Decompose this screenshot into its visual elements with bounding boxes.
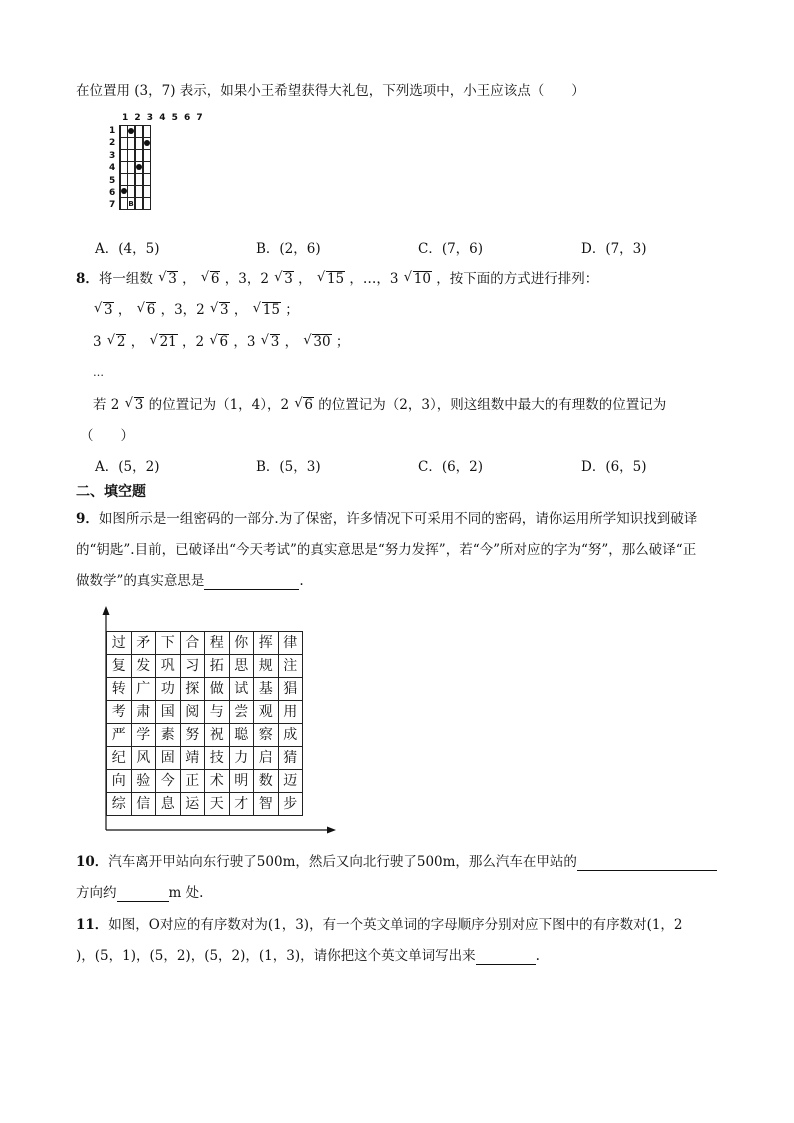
q7-grid-cell (144, 162, 151, 174)
q9-grid-cell: 察 (254, 724, 279, 747)
q7-grid-cell (128, 126, 135, 138)
q11-text1: 如图，O对应的有序数对为(1，3)，有一个英文单词的字母顺序分别对应下图中的有序数对(1，2 (108, 917, 683, 933)
q7-grid-cell (121, 174, 128, 186)
q7-grid-cell (136, 174, 143, 186)
q7-grid-cell (128, 150, 135, 162)
q9-grid-row (107, 655, 303, 678)
q9-grid-cell: 探 (180, 678, 205, 701)
dot-icon (121, 188, 127, 194)
q9-answer-blank[interactable] (204, 575, 299, 590)
q9-grid-cell: 素 (156, 724, 181, 747)
q9-grid-row (107, 724, 303, 747)
q7-grid-cell (128, 174, 135, 186)
q9-grid-cell: 注 (278, 655, 303, 678)
q9-grid-cell: 验 (131, 770, 156, 793)
q7-grid-cell (128, 186, 135, 198)
q9-grid-cell: 启 (254, 747, 279, 770)
q7-grid-cell (144, 198, 151, 210)
q7-grid-cells (119, 125, 151, 210)
q9-grid-cell: 国 (156, 701, 181, 724)
sqrt-3: √ 3 (261, 333, 281, 351)
dot-icon (128, 128, 134, 134)
q9-grid-cell: 挥 (254, 632, 279, 655)
q7-grid-cell (136, 150, 143, 162)
q9-grid-cell: 息 (156, 793, 181, 816)
q9-grid-cell: 天 (205, 793, 230, 816)
q9-grid-cell: 观 (254, 701, 279, 724)
sqrt-6: √ 6 (294, 396, 314, 414)
sqrt-3: √ 3 (158, 270, 178, 288)
q9-grid-cell: 律 (278, 632, 303, 655)
q9-grid-row (107, 793, 303, 816)
q9-grid-cell: 矛 (131, 632, 156, 655)
q8-row-2: 3 √ 2 ， √ 21 ，2 √ 6 ，3 √ 3 ， √ 30 ； (93, 333, 349, 351)
q9-grid-cell: 智 (254, 793, 279, 816)
q7-row-header: 4 (109, 163, 116, 174)
q9-text-line-1 (76, 510, 697, 528)
q9-grid-cell: 广 (131, 678, 156, 701)
q7-col-header: 7 (196, 113, 203, 123)
q9-grid-cell: 猖 (278, 678, 303, 701)
q7-grid-cell (144, 174, 151, 186)
q9-grid-cell: 信 (131, 793, 156, 816)
q11-text-line-2 (76, 947, 540, 965)
q9-grid-row (107, 701, 303, 724)
q9-grid-cell: 转 (107, 678, 132, 701)
q9-grid-cell: 技 (205, 747, 230, 770)
q7-grid-cell (136, 162, 143, 174)
q9-text1: 如图所示是一组密码的一部分.为了保密，许多情况下可采用不同的密码，请你运用所学知识找到破译 (98, 511, 698, 527)
q9-grid-cell: 综 (107, 793, 132, 816)
q8-option-d[interactable]: D．(6，5) (581, 459, 647, 475)
sqrt-15: √ 15 (253, 301, 281, 319)
q7-row-header: 2 (109, 138, 116, 149)
q9-character-table (106, 631, 303, 816)
q7-row-header: 1 (109, 126, 116, 136)
q9-grid-cell: 严 (107, 724, 132, 747)
sqrt-6: √ 6 (201, 270, 221, 288)
q7-grid-cell (128, 162, 135, 174)
q7-grid-cell (121, 186, 128, 198)
q9-grid-cell: 靖 (180, 747, 205, 770)
q7-grid-cell (136, 126, 143, 138)
sqrt-3: √ 3 (125, 396, 145, 414)
q10-number: 10． (76, 854, 109, 870)
q7-grid-cell (121, 138, 128, 150)
q8-cond-c: 的位置记为（2，3），则这组数中最大的有理数的位置记为 (318, 397, 667, 413)
dot-icon (144, 140, 150, 146)
q7-grid-cell (136, 198, 143, 210)
q8-number: 8． (76, 271, 99, 287)
sqrt-3: √ 3 (94, 301, 114, 319)
q10-text-line-1 (76, 853, 717, 871)
q9-grid-cell: 用 (278, 701, 303, 724)
q9-grid-cell: 肃 (131, 701, 156, 724)
q8-option-b[interactable]: B．(5，3) (256, 459, 321, 475)
q7-row-header: 3 (109, 150, 116, 161)
q9-grid-cell: 试 (229, 678, 254, 701)
y-axis-arrow-icon (103, 606, 110, 615)
q9-grid-cell: 力 (229, 747, 254, 770)
q9-grid-cell: 祝 (205, 724, 230, 747)
q9-text3: 做数学”的真实意思是 (76, 573, 205, 589)
q9-grid-cell: 下 (156, 632, 181, 655)
q9-grid-cell: 风 (131, 747, 156, 770)
q10-distance-blank[interactable] (117, 887, 169, 902)
q9-grid-cell: 今 (156, 770, 181, 793)
q9-number: 9． (76, 511, 99, 527)
q10-direction-blank[interactable] (577, 856, 717, 871)
sqrt-3: √ 3 (210, 301, 230, 319)
q7-col-header: 3 (146, 113, 154, 123)
q9-grid-cell: 才 (229, 793, 254, 816)
q7-col-header: 4 (159, 113, 166, 123)
q9-grid-cell: 迈 (278, 770, 303, 793)
q9-grid-cell: 尝 (229, 701, 254, 724)
q7-grid-cell (121, 150, 128, 162)
q9-grid-cell: 运 (180, 793, 205, 816)
q9-grid-row (107, 678, 303, 701)
q8-answer-paren: （ ） (80, 428, 134, 444)
q9-grid-cell: 步 (278, 793, 303, 816)
q9-grid-cell: 基 (254, 678, 279, 701)
q11-text2: )，(5，1)，(5，2)，(5，2)，(1，3)，请你把这个英文单词写出来 (76, 948, 476, 964)
q7-grid-cell (121, 162, 128, 174)
q8-stem-a: 将一组数 (98, 271, 153, 287)
q9-grid-cell: 发 (131, 655, 156, 678)
q9-grid-cell: 考 (107, 701, 132, 724)
q9-grid-cell: 过 (107, 632, 132, 655)
q9-grid-cell: 努 (180, 724, 205, 747)
q7-row-header: 6 (109, 188, 116, 198)
q11-text-line-1 (76, 916, 683, 934)
q7-grid-cell (121, 198, 128, 210)
q9-period: . (299, 573, 304, 589)
q7-option-b[interactable]: B．(2，6) (256, 241, 321, 257)
q10-text2a: 方向约 (76, 885, 117, 901)
sqrt-6: √ 6 (209, 333, 229, 351)
q7-grid-cell (144, 186, 151, 198)
q9-grid-cell: 聪 (229, 724, 254, 747)
sqrt-6: √ 6 (137, 301, 157, 319)
q9-grid-cell: 习 (180, 655, 205, 678)
q7-col-header: 6 (184, 113, 191, 123)
q9-grid-cell: 合 (180, 632, 205, 655)
q9-grid-cell: 学 (131, 724, 156, 747)
q9-grid-row (107, 632, 303, 655)
q9-grid-cell: 明 (229, 770, 254, 793)
q9-grid-cell: 拓 (205, 655, 230, 678)
q9-grid-cell: 功 (156, 678, 181, 701)
q7-option-d[interactable]: D．(7，3) (581, 241, 647, 257)
q8-cond-a: 若 2 (93, 397, 120, 413)
q7-intro: 在位置用 (3，7) 表示，如果小王希望获得大礼包，下列选项中，小王应该点（ ） (76, 83, 585, 99)
q9-grid-cell: 你 (229, 632, 254, 655)
q8-condition (93, 396, 666, 414)
q10-text2b: m 处. (168, 885, 204, 901)
q7-option-c[interactable]: C．(7，6) (418, 241, 484, 257)
q9-grid-cell: 做 (205, 678, 230, 701)
section-heading-fill-in: 二、填空题 (76, 484, 146, 500)
q7-grid-cell (121, 126, 128, 138)
q9-grid-cell: 术 (205, 770, 230, 793)
sqrt-21: √ 21 (150, 333, 178, 351)
dot-icon (136, 164, 142, 170)
q7-grid-cell (144, 150, 151, 162)
q9-text-line-3 (76, 572, 304, 590)
sqrt-30: √ 30 (303, 333, 331, 351)
q8-cond-b: 的位置记为（1，4），2 (148, 397, 290, 413)
q9-grid-cell: 阅 (180, 701, 205, 724)
sqrt-10: √ 10 (404, 270, 432, 288)
q7-grid-cell (136, 138, 143, 150)
q7-row-header: 7 (109, 200, 116, 211)
q8-option-c[interactable]: C．(6，2) (418, 459, 484, 475)
q11-answer-blank[interactable] (476, 950, 536, 965)
q7-grid-cell (128, 138, 135, 150)
q8-row-1: √ 3 ， √ 6 ，3，2 √ 3 ， √ 15 ； (93, 301, 299, 319)
q9-grid-cell: 与 (205, 701, 230, 724)
q9-grid-cell: 复 (107, 655, 132, 678)
q9-grid-row (107, 747, 303, 770)
q7-row-header: 5 (109, 175, 116, 186)
q7-col-header: 2 (134, 113, 141, 123)
q9-password-grid (92, 606, 337, 834)
q7-option-a[interactable]: A．(4，5) (95, 241, 160, 257)
q8-option-a[interactable]: A．(5，2) (95, 459, 160, 475)
q7-grid-cell (136, 186, 143, 198)
q9-grid-cell: 思 (229, 655, 254, 678)
q9-grid-cell: 数 (254, 770, 279, 793)
q9-grid-cell: 向 (107, 770, 132, 793)
q7-grid-cell (144, 138, 151, 150)
q10-text-line-2 (76, 884, 203, 902)
q9-grid-cell: 成 (278, 724, 303, 747)
sqrt-15: √ 15 (317, 270, 345, 288)
q9-grid-row (107, 770, 303, 793)
q9-text-line-2: 的“钥匙”.目前，已破译出“今天考试”的真实意思是“努力发挥”，若“今”所对应的字为“努”，那么破译“正 (76, 542, 697, 558)
q9-grid-cell: 规 (254, 655, 279, 678)
q10-text1: 汽车离开甲站向东行驶了500m，然后又向北行驶了500m，那么汽车在甲站的 (108, 854, 577, 870)
q8-stem-b: 按下面的方式进行排列： (449, 271, 599, 287)
q9-grid-cell: 固 (156, 747, 181, 770)
q7-grid-cell (144, 126, 151, 138)
q7-col-header: 5 (171, 113, 178, 123)
q9-grid-cell: 猜 (278, 747, 303, 770)
q11-number: 11． (76, 917, 109, 933)
sqrt-3: √ 3 (274, 270, 294, 288)
q11-period: . (535, 948, 540, 964)
q7-col-header: 1 (122, 113, 129, 123)
q9-grid-cell: 纪 (107, 747, 132, 770)
sqrt-2: √ 2 (107, 333, 127, 351)
x-axis-arrow-icon (327, 827, 336, 834)
q9-grid-cell: 巩 (156, 655, 181, 678)
q9-grid-cell: 正 (180, 770, 205, 793)
q9-grid-cell: 程 (205, 632, 230, 655)
q8-ellipsis: … (93, 366, 104, 379)
q7-cell-b-label: B (128, 199, 134, 208)
q8-stem: 8．将一组数 √ 3 ， √ 6 ，3，2 √ 3 ， √ 15 ，…，3 √ 10 ，按下面的方式进行排列： (76, 270, 598, 288)
